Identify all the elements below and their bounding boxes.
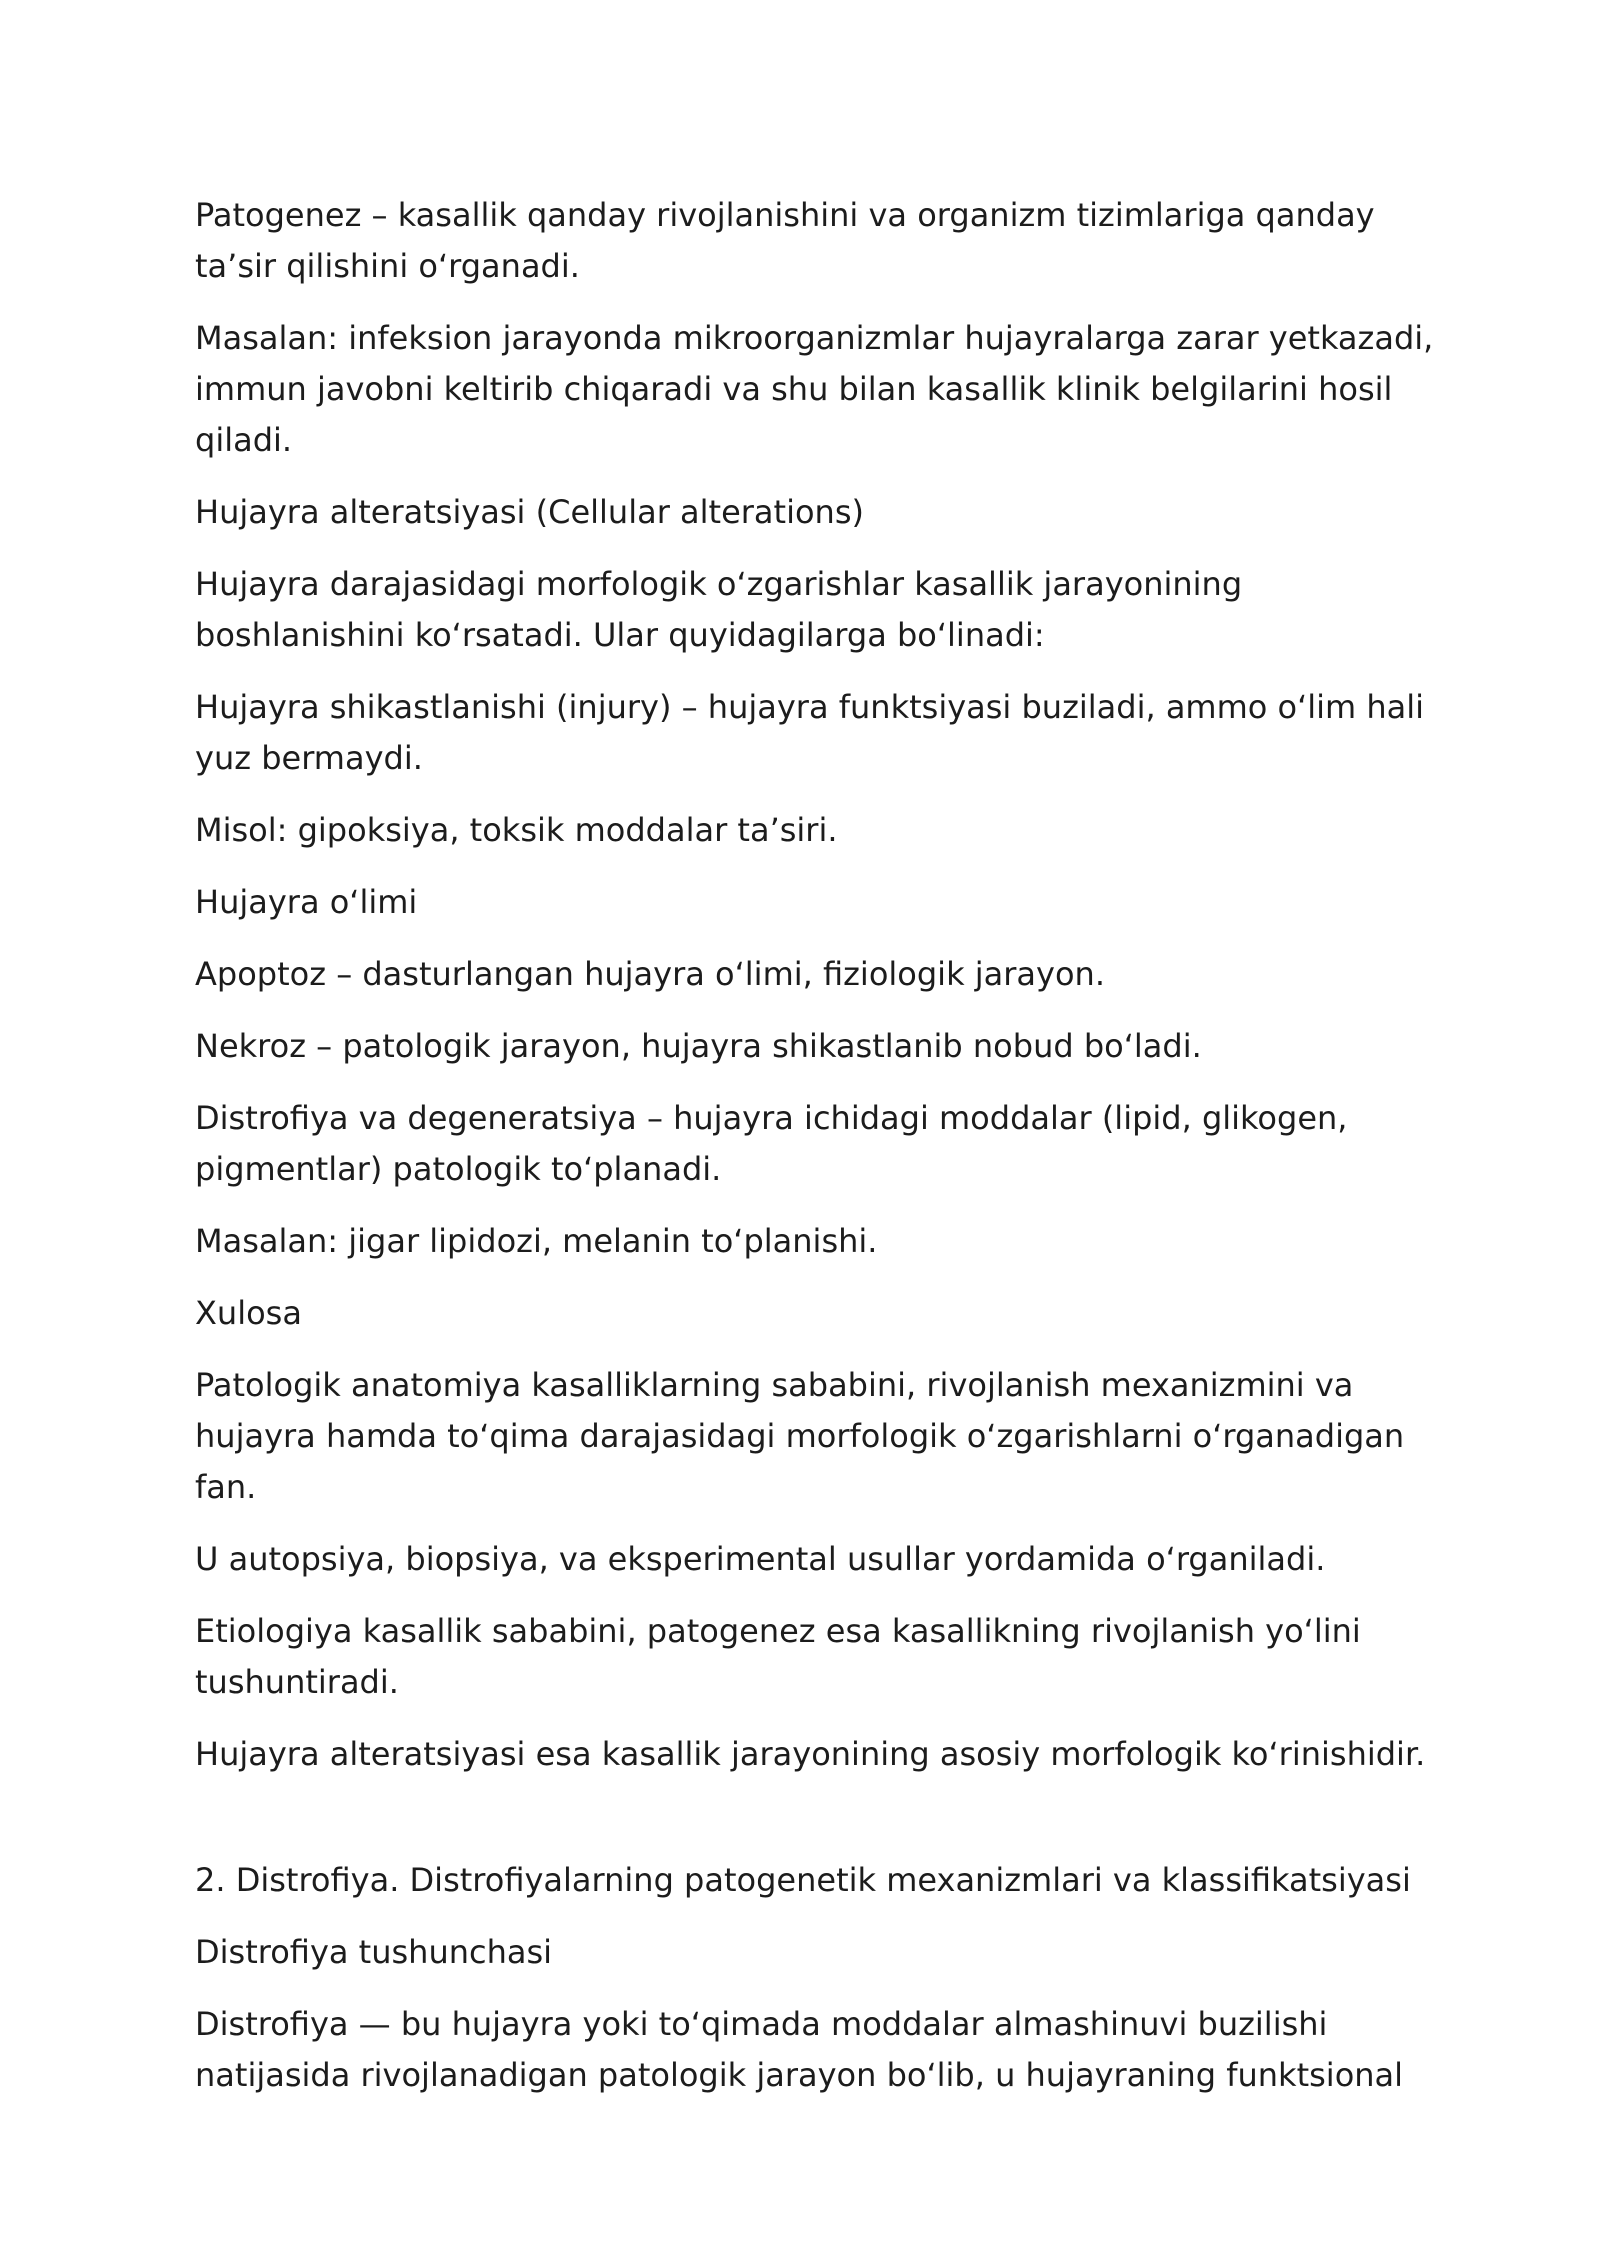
paragraph-morfologik-ozgarishlar: Hujayra darajasidagi morfologik oʻzgarishlar kasallik jarayonining boshlanishini koʻrsatadi. Ular quyidagilarga boʻlinadi:	[195, 565, 1243, 654]
heading-xulosa: Xulosa	[195, 1294, 302, 1332]
paragraph-etiologiya: Etiologiya kasallik sababini, patogenez esa kasallikning rivojlanish yoʻlini tushuntiradi.	[195, 1612, 1361, 1701]
paragraph-misol: Misol: gipoksiya, toksik moddalar taʼsiri.	[195, 811, 838, 849]
paragraph-patologik-anatomiya: Patologik anatomiya kasalliklarning sababini, rivojlanish mexanizmini va hujayra hamda toʻqima darajasidagi morfologik oʻzgarishlarni oʻrganadigan fan.	[195, 1366, 1405, 1506]
paragraph-patogenez: Patogenez – kasallik qanday rivojlanishini va organizm tizimlariga qanday taʼsir qilishini oʻrganadi.	[195, 196, 1375, 285]
section-heading: 2. Distrofiya. Distrofiyalarning patogenetik mexanizmlari va klassifikatsiyasi	[195, 1861, 1411, 1899]
paragraph-distrofiya-definition: Distrofiya — bu hujayra yoki toʻqimada moddalar almashinuvi buzilishi natijasida rivojlanadigan patologik jarayon boʻlib, u hujayraning funktsional	[195, 2005, 1404, 2094]
paragraph-hujayra-shikastlanishi: Hujayra shikastlanishi (injury) – hujayra funktsiyasi buziladi, ammo oʻlim hali yuz bermaydi.	[195, 688, 1425, 777]
paragraph-nekroz: Nekroz – patologik jarayon, hujayra shikastlanib nobud boʻladi.	[195, 1027, 1202, 1065]
document-page	[195, 190, 1435, 2122]
paragraph-masalan-jigar: Masalan: jigar lipidozi, melanin toʻplanishi.	[195, 1222, 878, 1260]
paragraph-alteratsiya-xulosa: Hujayra alteratsiyasi esa kasallik jarayonining asosiy morfologik koʻrinishidir.	[195, 1735, 1426, 1773]
section-spacer	[195, 1801, 1435, 1855]
heading-cellular-alterations: Hujayra alteratsiyasi (Cellular alterations)	[195, 493, 864, 531]
heading-distrofiya-tushunchasi: Distrofiya tushunchasi	[195, 1933, 553, 1971]
paragraph-distrofiya-degeneratsiya: Distrofiya va degeneratsiya – hujayra ichidagi moddalar (lipid, glikogen, pigmentlar) patologik toʻplanadi.	[195, 1099, 1348, 1188]
heading-hujayra-olimi: Hujayra oʻlimi	[195, 883, 418, 921]
paragraph-apoptoz: Apoptoz – dasturlangan hujayra oʻlimi, fiziologik jarayon.	[195, 955, 1105, 993]
paragraph-autopsiya: U autopsiya, biopsiya, va eksperimental usullar yordamida oʻrganiladi.	[195, 1540, 1326, 1578]
paragraph-infeksion-example: Masalan: infeksion jarayonda mikroorganizmlar hujayralarga zarar yetkazadi, immun javobni keltirib chiqaradi va shu bilan kasallik klinik belgilarini hosil qiladi.	[195, 319, 1434, 459]
